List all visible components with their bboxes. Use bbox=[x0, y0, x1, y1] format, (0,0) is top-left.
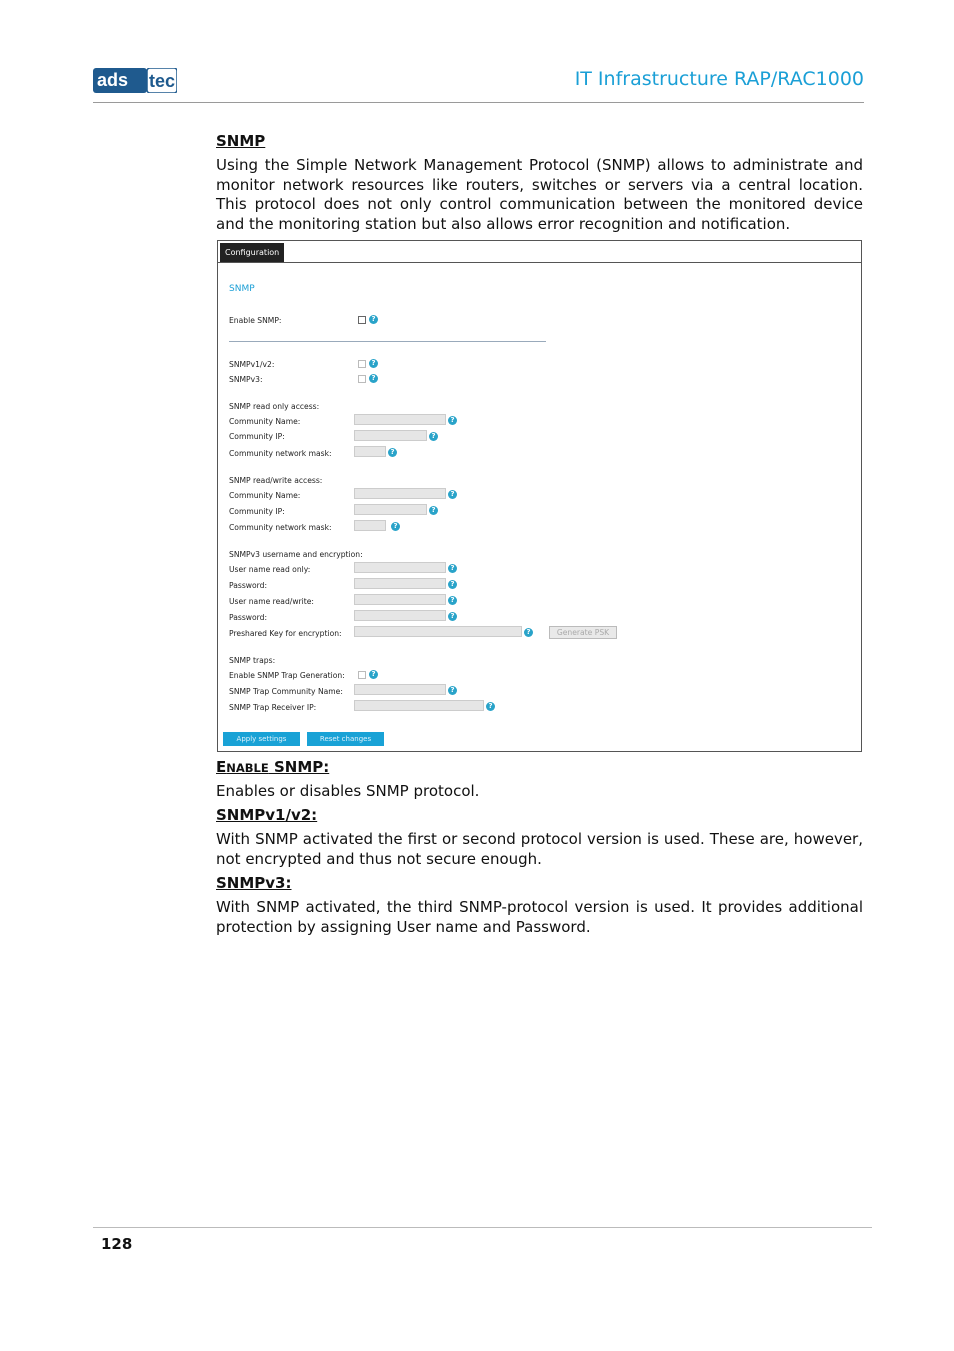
trap-enable-checkbox[interactable] bbox=[358, 671, 366, 679]
help-icon[interactable]: ? bbox=[429, 506, 438, 515]
help-icon[interactable]: ? bbox=[448, 686, 457, 695]
help-icon[interactable]: ? bbox=[369, 670, 378, 679]
snmpv1v2-label: SNMPv1/v2: bbox=[229, 360, 275, 369]
svg-text:tec: tec bbox=[149, 71, 176, 91]
ro-community-ip-label: Community IP: bbox=[229, 432, 285, 441]
user-ro-label: User name read only: bbox=[229, 565, 311, 574]
help-icon[interactable]: ? bbox=[448, 612, 457, 621]
tab-bar bbox=[218, 241, 861, 263]
rw-community-ip-input[interactable] bbox=[354, 504, 427, 515]
ro-community-name-input[interactable] bbox=[354, 414, 446, 425]
ro-access-group-label: SNMP read only access: bbox=[229, 402, 320, 411]
rw-access-group-label: SNMP read/write access: bbox=[229, 476, 323, 485]
snmp-config-screenshot bbox=[217, 240, 862, 752]
password-ro-label: Password: bbox=[229, 581, 268, 590]
help-icon[interactable]: ? bbox=[448, 490, 457, 499]
help-icon[interactable]: ? bbox=[369, 359, 378, 368]
reset-changes-button[interactable]: Reset changes bbox=[307, 732, 384, 746]
psk-label: Preshared Key for encryption: bbox=[229, 629, 342, 638]
traps-group-label: SNMP traps: bbox=[229, 656, 276, 665]
enable-snmp-text: Enables or disables SNMP protocol. bbox=[216, 782, 480, 800]
svg-text:ads: ads bbox=[97, 70, 129, 90]
help-icon[interactable]: ? bbox=[448, 596, 457, 605]
trap-community-label: SNMP Trap Community Name: bbox=[229, 687, 343, 696]
intro-paragraph: Using the Simple Network Management Protocol (SNMP) allows to administrate and monitor network resources like routers, switches or servers via a central location. This protocol does not only control communication between the monitored device and the monitoring station but also allows error recognition and notification. bbox=[216, 156, 863, 233]
snmpv3-checkbox[interactable] bbox=[358, 375, 366, 383]
password-rw-label: Password: bbox=[229, 613, 268, 622]
user-ro-input[interactable] bbox=[354, 562, 446, 573]
trap-enable-label: Enable SNMP Trap Generation: bbox=[229, 671, 345, 680]
psk-input[interactable] bbox=[354, 626, 522, 637]
rw-community-name-input[interactable] bbox=[354, 488, 446, 499]
help-icon[interactable]: ? bbox=[486, 702, 495, 711]
rw-community-ip-label: Community IP: bbox=[229, 507, 285, 516]
help-icon[interactable]: ? bbox=[429, 432, 438, 441]
generate-psk-button[interactable]: Generate PSK bbox=[549, 626, 617, 639]
user-rw-label: User name read/write: bbox=[229, 597, 314, 606]
rw-community-name-label: Community Name: bbox=[229, 491, 301, 500]
snmpv3-label: SNMPv3: bbox=[229, 375, 263, 384]
ro-community-ip-input[interactable] bbox=[354, 430, 427, 441]
ro-community-mask-label: Community network mask: bbox=[229, 449, 332, 458]
password-ro-input[interactable] bbox=[354, 578, 446, 589]
trap-community-input[interactable] bbox=[354, 684, 446, 695]
page-number: 128 bbox=[101, 1235, 133, 1253]
rw-community-mask-input[interactable] bbox=[354, 520, 386, 531]
snmpv1v2-heading: SNMPv1/v2: bbox=[216, 806, 318, 824]
section-divider bbox=[229, 341, 546, 342]
trap-receiver-label: SNMP Trap Receiver IP: bbox=[229, 703, 317, 712]
v3-group-label: SNMPv3 username and encryption: bbox=[229, 550, 363, 559]
snmpv1v2-checkbox[interactable] bbox=[358, 360, 366, 368]
footer-divider bbox=[93, 1227, 872, 1228]
snmpv3-heading: SNMPv3: bbox=[216, 874, 292, 892]
help-icon[interactable]: ? bbox=[448, 580, 457, 589]
rw-community-mask-label: Community network mask: bbox=[229, 523, 332, 532]
help-icon[interactable]: ? bbox=[369, 315, 378, 324]
tab-configuration[interactable]: Configuration bbox=[220, 243, 284, 262]
trap-receiver-input[interactable] bbox=[354, 700, 484, 711]
snmpv3-text: With SNMP activated, the third SNMP-protocol version is used. It provides additional protection by assigning User name and Password. bbox=[216, 898, 863, 936]
apply-settings-button[interactable]: Apply settings bbox=[223, 732, 300, 746]
snmpv1v2-text: With SNMP activated the first or second protocol version is used. These are, however, not encrypted and thus not secure enough. bbox=[216, 830, 863, 868]
ro-community-mask-input[interactable] bbox=[354, 446, 386, 457]
snmp-page-title: SNMP bbox=[229, 284, 255, 294]
header-divider bbox=[93, 102, 864, 103]
enable-snmp-checkbox[interactable] bbox=[358, 316, 366, 324]
help-icon[interactable]: ? bbox=[388, 448, 397, 457]
company-logo bbox=[93, 68, 177, 93]
help-icon[interactable]: ? bbox=[369, 374, 378, 383]
help-icon[interactable]: ? bbox=[448, 416, 457, 425]
password-rw-input[interactable] bbox=[354, 610, 446, 621]
section-heading: SNMP bbox=[216, 132, 266, 150]
help-icon[interactable]: ? bbox=[448, 564, 457, 573]
document-title: IT Infrastructure RAP/RAC1000 bbox=[574, 68, 864, 90]
enable-snmp-label: Enable SNMP: bbox=[229, 316, 282, 325]
enable-snmp-heading: ENABLE SNMP: bbox=[216, 758, 330, 776]
help-icon[interactable]: ? bbox=[524, 628, 533, 637]
user-rw-input[interactable] bbox=[354, 594, 446, 605]
help-icon[interactable]: ? bbox=[391, 522, 400, 531]
ro-community-name-label: Community Name: bbox=[229, 417, 301, 426]
